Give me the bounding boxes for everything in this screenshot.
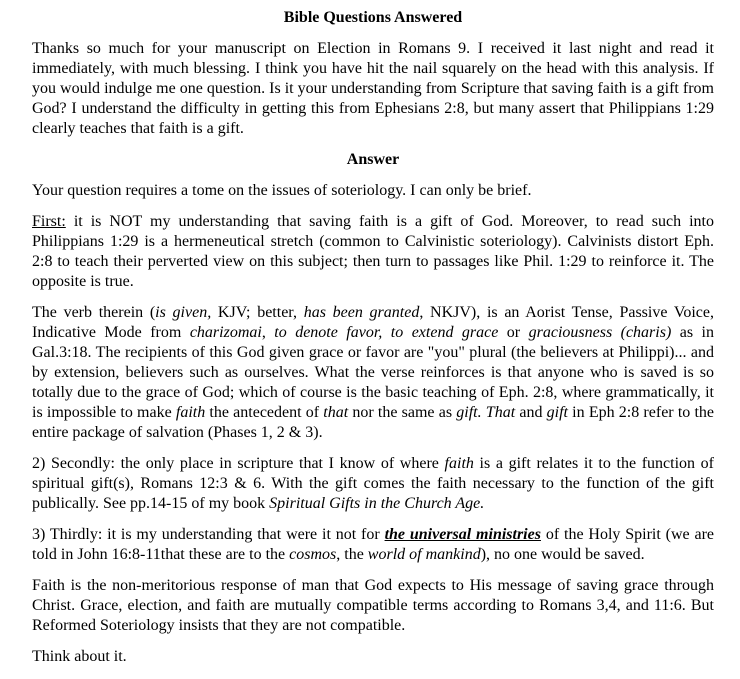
universal-ministries-emphasis: the universal ministries	[384, 526, 541, 543]
verb-italic-8: gift.	[456, 404, 482, 421]
verb-text-7: the antecedent of	[205, 404, 324, 421]
third-italic-1: cosmos	[289, 546, 337, 563]
question-paragraph: Thanks so much for your manuscript on Election in Romans 9. I received it last night and read it immediately, with much blessing. I think you have hit the nail squarely on the head with this analysis. If you would indulge me one question. Is it your understanding from Scripture that saving faith is a gift from God? I understand the difficulty in getting this from Ephesians 2:8, but many assert that Philippians 1:29 clearly teaches that faith is a gift.	[32, 40, 714, 137]
verb-text-10: and	[515, 404, 547, 421]
second-point-paragraph	[32, 454, 714, 514]
closing-line: Think about it.	[32, 648, 127, 665]
third-text-2: of the Holy Spirit (we are told in John 16:8-11that these are to the	[32, 526, 715, 563]
verb-italic-5: graciousness (charis)	[528, 324, 672, 341]
verb-italic-3: charizomai	[189, 324, 262, 341]
verb-italic-7: that	[323, 404, 349, 421]
second-italic-1: faith	[444, 455, 474, 472]
second-text-2: is a gift relates it to the function of spiritual gift(s), Romans 12:3 & 6. With the gift comes the faith necessary to the function of the gift publically. See pp.14-15 of my book	[32, 455, 714, 512]
verb-italic-10: gift	[546, 404, 568, 421]
third-point-paragraph	[32, 525, 714, 565]
first-text: it is NOT my understanding that saving faith is a gift of God. Moreover, to read such into Philippians 1:29 is a hermeneutical stretch (common to Calvinistic soteriology). Calvinists distort Eph. 2:8 to teach their perverted view on this subject; then turn to passages like Phil. 1:29 to reinforce it. The opposite is true.	[32, 213, 714, 290]
verb-italic-4: to denote favor, to extend grace	[274, 324, 499, 341]
verb-text-6: as in Gal.3:18. The recipients of this God given grace or favor are "you" plural (the believers at Philippi)... and by extension, believers such as ourselves. What the verse reinforces is that anyone who is saved is so totally due to the grace of God; which of course is the basic teaching of Eph. 2:8, where grammatically, it is impossible to make	[32, 324, 715, 421]
third-text-1: 3) Thirdly: it is my understanding that were it not for	[32, 526, 385, 543]
verb-italic-1: is given,	[155, 304, 212, 321]
first-point-paragraph	[32, 212, 714, 292]
document-title: Bible Questions Answered	[283, 9, 463, 26]
intro-paragraph: Your question requires a tome on the issues of soteriology. I can only be brief.	[32, 182, 532, 199]
verb-text-1: The verb therein (	[32, 304, 156, 321]
second-text-1: 2) Secondly: the only place in scripture that I know of where	[32, 455, 445, 472]
verb-text-4: ,	[261, 324, 275, 341]
verb-text-3: , NKJV), is an Aorist Tense, Passive Voice, Indicative Mode from	[32, 304, 715, 341]
third-text-3: , the	[336, 546, 368, 563]
verb-italic-2: has been granted	[303, 304, 420, 321]
verb-paragraph	[32, 303, 714, 443]
faith-paragraph: Faith is the non-meritorious response of man that God expects to His message of saving grace through Christ. Grace, election, and faith are mutually compatible terms according to Romans 3,4, and 11:6. But Reformed Soteriology insists that they are not compatible.	[32, 577, 714, 634]
verb-italic-9: That	[485, 404, 516, 421]
third-text-4: ), no one would be saved.	[480, 546, 645, 563]
verb-text-2: KJV; better,	[211, 304, 304, 321]
verb-italic-6: faith	[175, 404, 206, 421]
verb-text-5: or	[498, 324, 529, 341]
first-label: First:	[32, 213, 66, 230]
third-italic-2: world of mankind	[367, 546, 481, 563]
book-title: Spiritual Gifts in the Church Age.	[269, 495, 485, 512]
answer-heading: Answer	[346, 151, 400, 168]
verb-text-11: in Eph 2:8 refer to the entire package of salvation (Phases 1, 2 & 3).	[32, 404, 715, 441]
verb-text-8: nor the same as	[348, 404, 457, 421]
